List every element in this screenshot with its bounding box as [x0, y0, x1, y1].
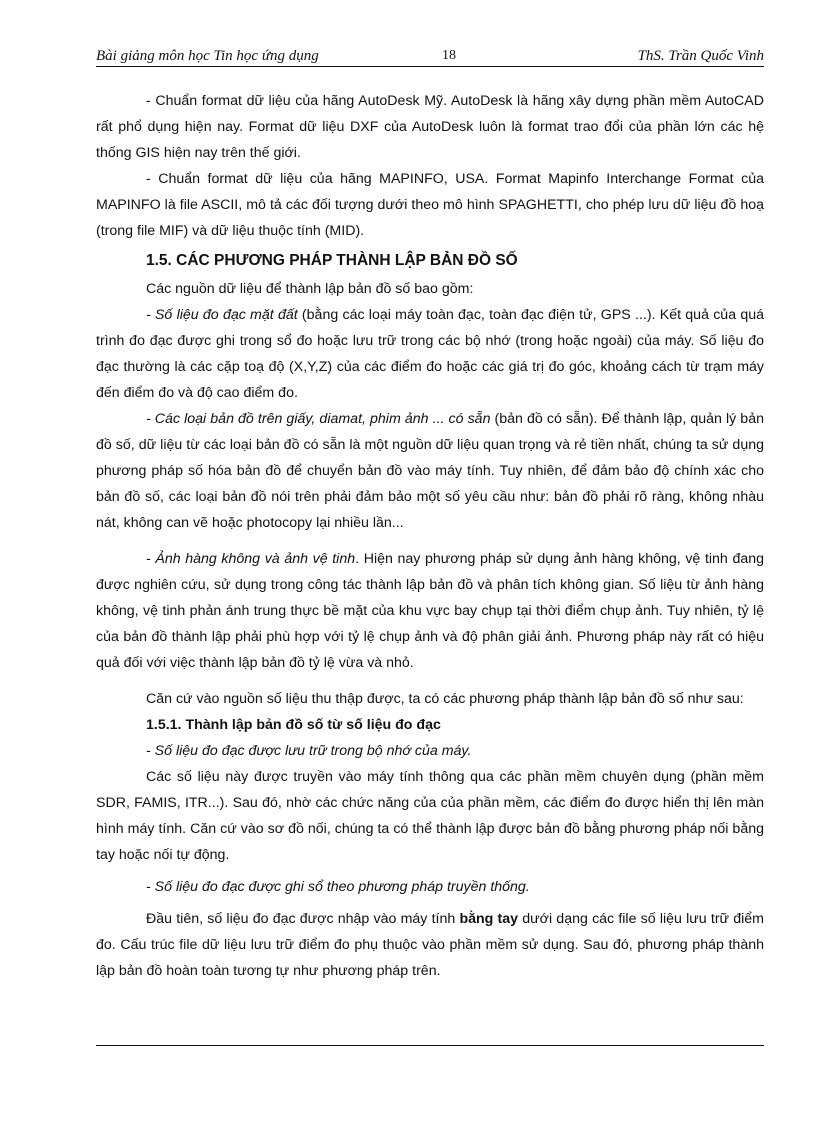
footer-rule	[96, 1045, 764, 1046]
paragraph-survey-data	[96, 302, 764, 406]
section-title: 1.5. CÁC PHƯƠNG PHÁP THÀNH LẬP BẢN ĐỒ SỐ	[146, 252, 518, 269]
aerial-imagery-term: - Ảnh hàng không và ảnh vệ tinh	[146, 551, 356, 567]
header-course-title: Bài giảng môn học Tin học ứng dụng	[96, 48, 319, 64]
paragraph-aerial-imagery	[96, 546, 764, 676]
paragraph-paper-maps	[96, 406, 764, 536]
header-author: ThS. Trần Quốc Vinh	[637, 48, 764, 64]
aerial-imagery-text: . Hiện nay phương pháp sử dụng ảnh hàng không, vệ tinh đang được nghiên cứu, sử dụng trong công tác thành lập bản đồ và phân tích không gian. Số liệu từ ảnh hàng không, vệ tinh phản ánh trung thực bề mặt của khu vực bay chụp tại thời điểm chụp ảnh. Tuy nhiên, tỷ lệ của bản đồ thành lập phải phù hợp với tỷ lệ chụp ảnh và độ phân giải ảnh. Phương pháp này rất có hiệu quả đối với việc thành lập bản đồ tỷ lệ vừa và nhỏ.	[96, 551, 765, 671]
page-body	[96, 88, 764, 984]
survey-data-text: (bằng các loại máy toàn đạc, toàn đạc điện tử, GPS ...). Kết quả của quá trình đo đạc được ghi trong sổ đo hoặc lưu trữ trong các bộ nhớ (trong hoặc ngoài) của máy. Số liệu đo đạc thường là các cặp toạ độ (X,Y,Z) của các điểm đo hoặc các giá trị đo góc, khoảng cách từ trạm máy đến điểm đo và độ cao điểm đo.	[96, 307, 765, 401]
paragraph-manual-entry	[96, 906, 764, 984]
paragraph-autodesk: - Chuẩn format dữ liệu của hãng AutoDesk Mỹ. AutoDesk là hãng xây dựng phần mềm AutoCAD rất phổ dụng hiện nay. Format dữ liệu DXF của AutoDesk luôn là format trao đổi của phần lớn các hệ thống GIS hiện nay trên thế giới.	[96, 93, 764, 161]
page-header	[96, 48, 764, 68]
paragraph-sources-intro: Các nguồn dữ liệu để thành lập bản đồ số bao gồm:	[146, 281, 474, 297]
page-number: 18	[442, 48, 456, 63]
manual-entry-text-b: dưới dạng các file số liệu lưu trữ điểm đo. Cấu trúc file dữ liệu lưu trữ điểm đo phụ thuộc vào phần mềm sử dụng. Sau đó, phương pháp thành lập bản đồ hoàn toàn tương tự như phương pháp trên.	[96, 911, 764, 979]
paragraph-software-transfer: Các số liệu này được truyền vào máy tính thông qua các phần mềm chuyên dụng (phần mềm SDR, FAMIS, ITR...). Sau đó, nhờ các chức năng của của phần mềm, các điểm đo được hiển thị lên màn hình máy tính. Căn cứ vào sơ đồ nối, chúng ta có thể thành lập được bản đồ bằng phương pháp nối bằng tay hoặc nối tự động.	[96, 769, 764, 863]
header-rule	[96, 66, 764, 67]
survey-data-term: - Số liệu đo đạc mặt đất	[146, 307, 298, 323]
paper-maps-text: (bản đồ có sẵn). Để thành lập, quản lý bản đồ số, dữ liệu từ các loại bản đồ có sẵn là một nguồn dữ liệu quan trọng và rẻ tiền nhất, chúng ta sử dụng phương pháp số hóa bản đồ để chuyển bản đồ vào máy tính. Tuy nhiên, để đảm bảo độ chính xác cho bản đồ số, các loại bản đồ nói trên phải đảm bảo một số yêu cầu như: bản đồ phải rõ ràng, không nhàu nát, không can vẽ hoặc photocopy lại nhiều lần...	[96, 411, 764, 531]
paragraph-mapinfo: - Chuẩn format dữ liệu của hãng MAPINFO, USA. Format Mapinfo Interchange Format của MAPINFO là file ASCII, mô tả các đối tượng dưới theo mô hình SPAGHETTI, cho phép lưu dữ liệu đồ hoạ (trong file MIF) và dữ liệu thuộc tính (MID).	[96, 171, 764, 239]
paragraph-methods-intro: Căn cứ vào nguồn số liệu thu thập được, ta có các phương pháp thành lập bản đồ số như sau:	[146, 691, 744, 707]
manual-entry-bold: bằng tay	[459, 911, 519, 927]
stored-data-term: - Số liệu đo đạc được lưu trữ trong bộ nhớ của máy.	[146, 743, 472, 759]
paper-maps-term: - Các loại bản đồ trên giấy, diamat, phim ảnh ... có sẵn	[146, 411, 491, 427]
fieldbook-data-term: - Số liệu đo đạc được ghi sổ theo phương pháp truyền thống.	[146, 879, 530, 895]
manual-entry-text-a: Đầu tiên, số liệu đo đạc được nhập vào máy tính	[146, 911, 460, 927]
paragraph-stored-data	[96, 738, 764, 764]
paragraph-fieldbook-data	[96, 874, 764, 900]
subsection-title: 1.5.1. Thành lập bản đồ số từ số liệu đo đạc	[146, 717, 441, 733]
